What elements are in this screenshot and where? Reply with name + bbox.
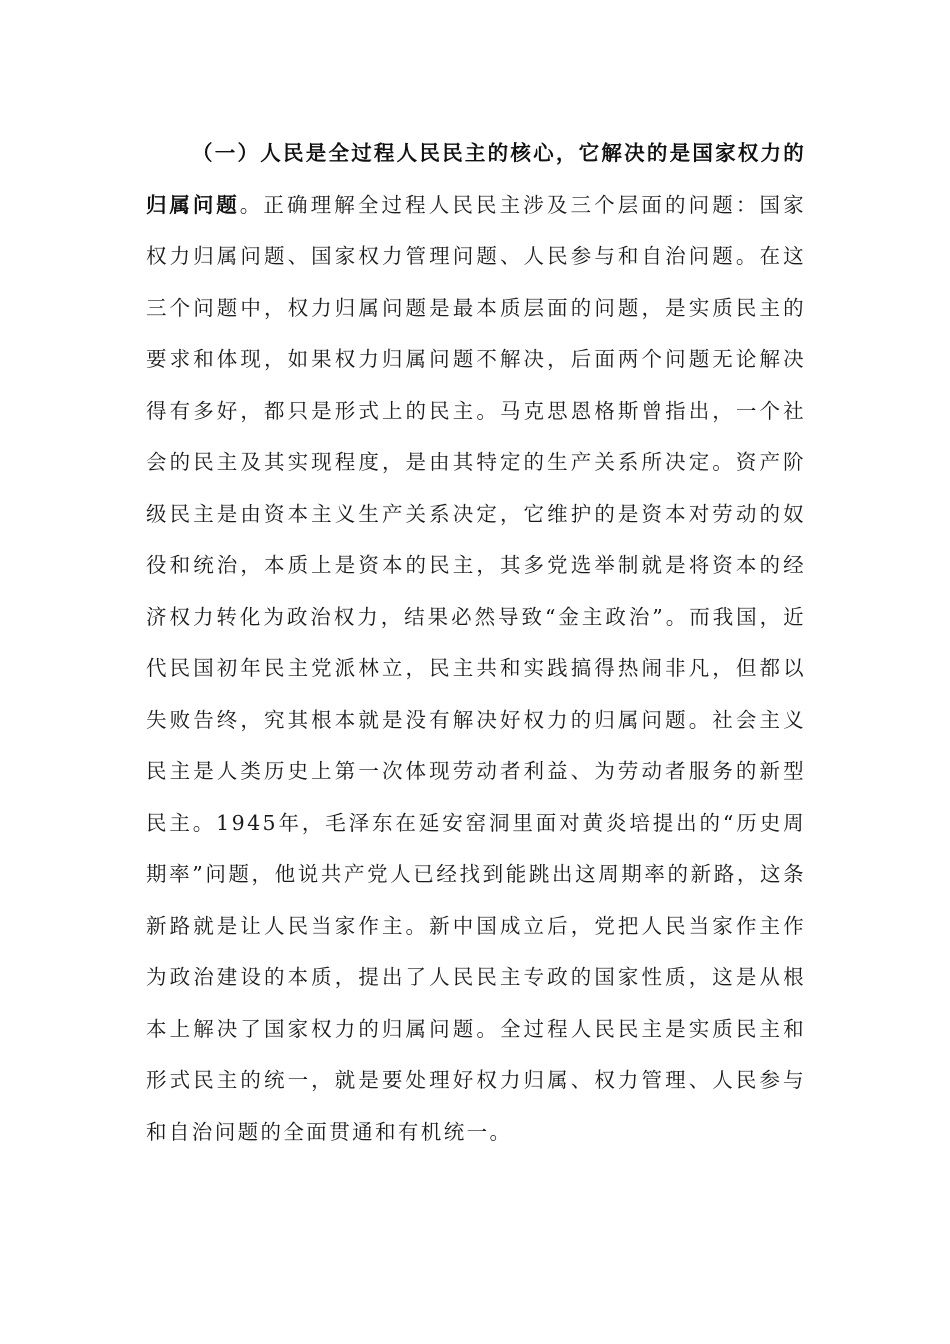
paragraph-text: 。正确理解全过程人民民主涉及三个层面的问题：国家权力归属问题、国家权力管理问题、人民参与和自治问题。在这三个问题中，权力归属问题是最本质层面的问题，是实质民主的要求和体现，如果权力归属问题不解决，后面两个问题无论解决得有多好，都只是形式上的民主。马克思恩格斯曾指出，一个社会的民主及其实现程度，是由其特定的生产关系所决定。资产阶级民主是由资本主义生产关系决定，它维护的是资本对劳动的奴役和统治，本质上是资本的民主，其多党选举制就是将资本的经济权力转化为政治权力，结果必然导致“金主政治”。而我国，近代民国初年民主党派林立，民主共和实践搞得热闹非凡，但都以失败告终，究其根本就是没有解决好权力的归属问题。社会主义民主是人类历史上第一次体现劳动者利益、为劳动者服务的新型民主。1945年，毛泽东在延安窑洞里面对黄炎培提出的“历史周期率”问题，他说共产党人已经找到能跳出这周期率的新路，这条新路就是让人民当家作主。新中国成立后，党把人民当家作主作为政治建设的本质，提出了人民民主专政的国家性质，这是从根本上解决了国家权力的归属问题。全过程人民民主是实质民主和形式民主的统一，就是要处理好权力归属、权力管理、人民参与和自治问题的全面贯通和有机统一。 [146, 192, 806, 1144]
body-paragraph [146, 128, 806, 1158]
section-heading: （一）人民是全过程人民民主的核心，它解决的是国家权力的归属问题 [146, 141, 806, 217]
